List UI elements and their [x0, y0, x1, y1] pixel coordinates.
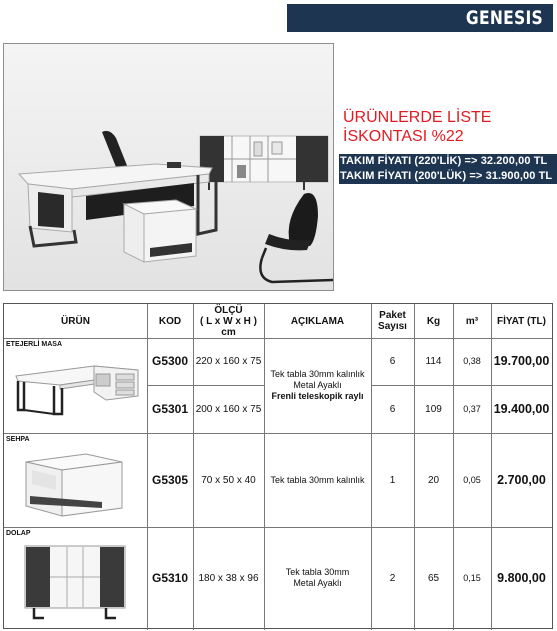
- aciklama-line: Metal Ayaklı: [293, 578, 342, 588]
- header-kg: Kg: [426, 315, 441, 327]
- kod-g5305: G5305: [151, 472, 189, 487]
- header-paket: [371, 304, 414, 338]
- kg-g5305: 20: [427, 474, 440, 486]
- olcu-g5300: 220 x 160 x 75: [195, 356, 262, 367]
- header-olcu-dims: ( L x W x H ) cm: [199, 315, 258, 338]
- promo-line-2: İSKONTASI %22: [343, 128, 464, 145]
- olcu-g5301: 200 x 160 x 75: [195, 403, 262, 415]
- header-paket-line2: Sayısı: [378, 321, 407, 332]
- header-kod: KOD: [158, 315, 182, 327]
- header-fiyat: FİYAT (TL): [497, 315, 546, 327]
- product-table: [3, 303, 553, 629]
- paket-g5305: 1: [389, 474, 396, 486]
- promo-line-1: ÜRÜNLERDE LİSTE: [343, 109, 492, 126]
- aciklama-line: Metal Ayaklı: [293, 380, 342, 390]
- discount-promo: [343, 108, 491, 146]
- header-urun: ÜRÜN: [61, 315, 90, 327]
- fiyat-g5310: 9.800,00: [497, 570, 546, 585]
- m3-g5310: 0,15: [463, 572, 481, 583]
- header-m3: m³: [465, 315, 479, 327]
- aciklama-dolap: [264, 527, 371, 629]
- brand-title: GENESIS: [465, 7, 543, 29]
- fiyat-g5305: 2.700,00: [497, 472, 546, 487]
- m3-g5300: 0,38: [463, 356, 481, 366]
- aciklama-sehpa: Tek tabla 30mm kalınlık: [270, 474, 365, 485]
- office-scene-illustration: [4, 44, 334, 291]
- paket-g5310: 2: [389, 572, 396, 584]
- aciklama-line: Frenli teleskopik raylı: [271, 391, 364, 401]
- aciklama-line: Tek tabla 30mm kalınlık: [270, 369, 365, 379]
- sehpa-image: [22, 450, 127, 520]
- brand-banner: [287, 4, 553, 32]
- dolap-image: [22, 542, 128, 624]
- product-label-etejerli-masa: ETEJERLİ MASA: [6, 341, 63, 348]
- header-olcu-title: ÖLÇÜ: [214, 304, 243, 316]
- etejerli-masa-image: [10, 352, 142, 418]
- header-olcu: [193, 304, 264, 338]
- set-price-220: TAKIM FİYATI (220'LİK) => 32.200,00 TL: [339, 154, 557, 169]
- fiyat-g5300: 19.700,00: [493, 354, 550, 368]
- m3-g5305: 0,05: [463, 474, 481, 485]
- olcu-g5310: 180 x 38 x 96: [198, 572, 259, 584]
- product-label-sehpa: SEHPA: [6, 436, 30, 443]
- kg-g5301: 109: [425, 403, 442, 415]
- kg-g5310: 65: [427, 572, 440, 584]
- m3-g5301: 0,37: [463, 403, 481, 414]
- paket-g5300: 6: [389, 356, 396, 367]
- paket-g5301: 6: [389, 403, 396, 415]
- kod-g5310: G5310: [151, 570, 189, 585]
- aciklama-line: Tek tabla 30mm: [285, 567, 350, 577]
- header-aciklama: AÇIKLAMA: [290, 315, 345, 327]
- kg-g5300: 114: [425, 356, 442, 367]
- set-price-200: TAKIM FİYATI (200'LÜK) => 31.900,00 TL: [339, 169, 557, 184]
- aciklama-etejerli-masa: [264, 338, 371, 433]
- kod-g5300: G5300: [151, 354, 189, 368]
- hero-office-image: [3, 43, 334, 291]
- header-paket-line1: Paket: [379, 310, 406, 321]
- product-label-dolap: DOLAP: [6, 530, 31, 537]
- fiyat-g5301: 19.400,00: [493, 401, 550, 416]
- kod-g5301: G5301: [151, 401, 189, 416]
- olcu-g5305: 70 x 50 x 40: [201, 474, 256, 486]
